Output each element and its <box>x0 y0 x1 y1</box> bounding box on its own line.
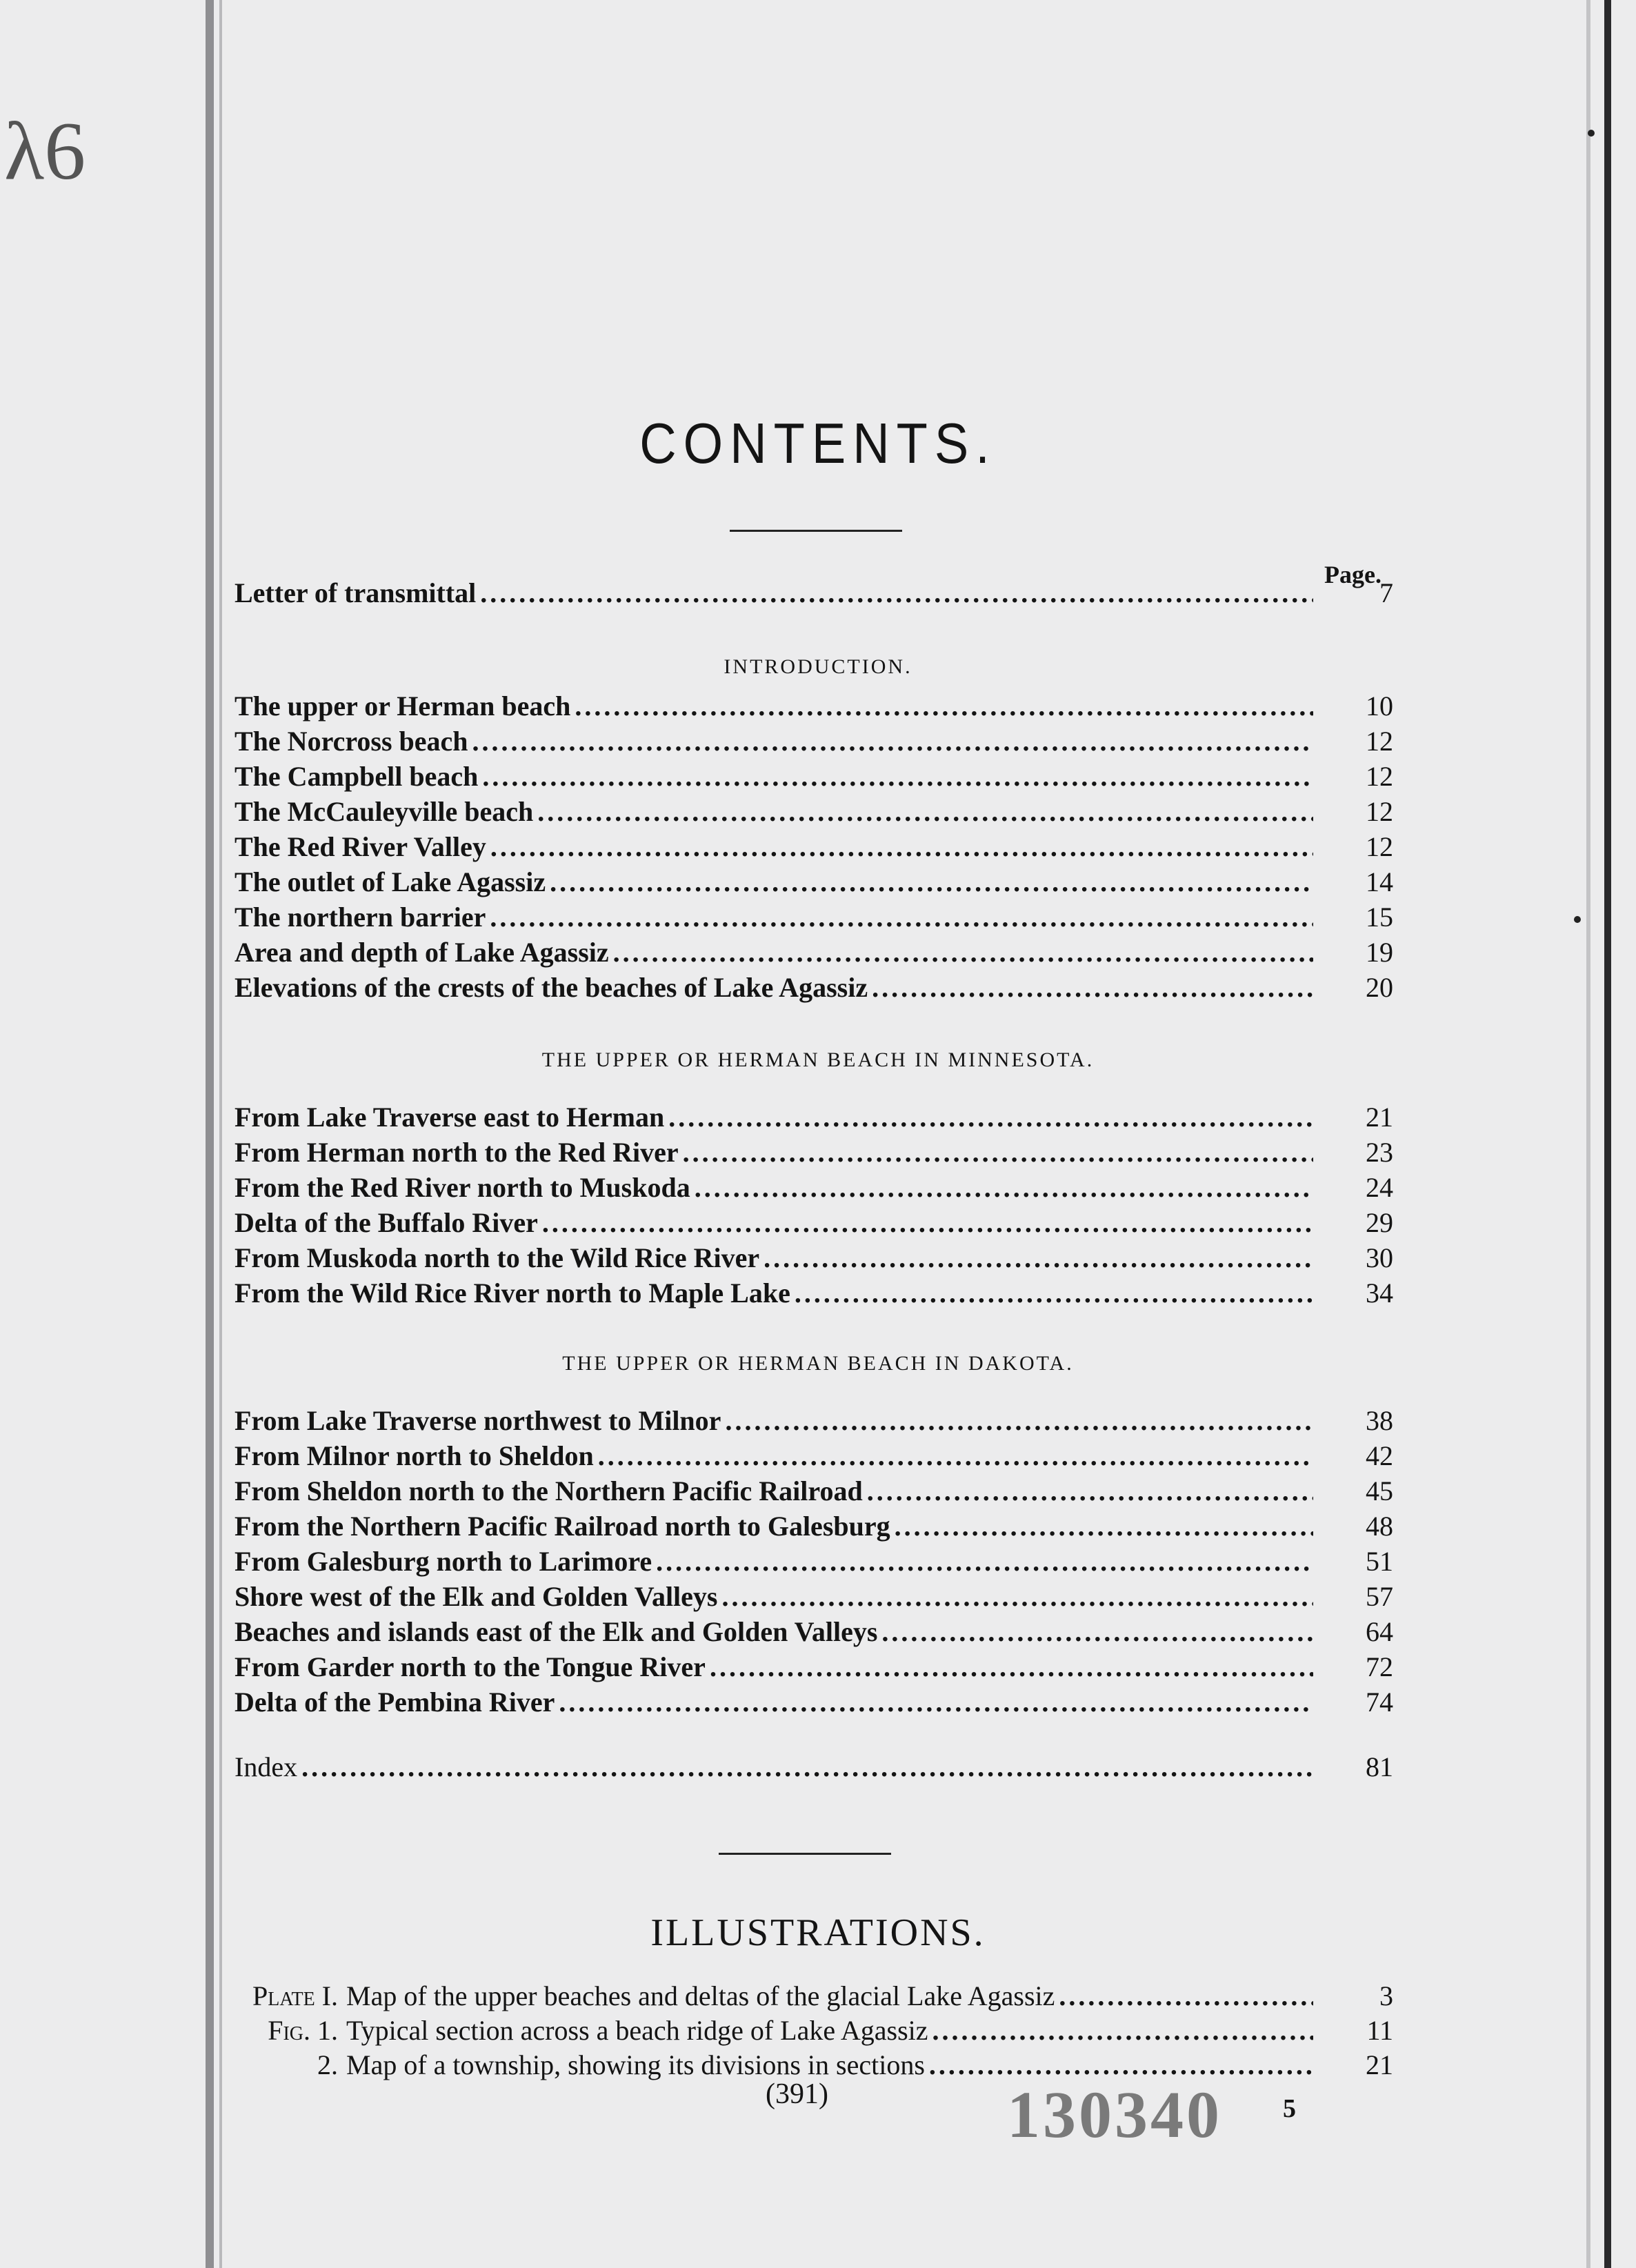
entry-page-number: 42 <box>1366 1440 1393 1471</box>
entry-page-number: 29 <box>1366 1207 1393 1238</box>
entry-title: Delta of the Buffalo River <box>235 1207 538 1238</box>
entry-page-number: 23 <box>1366 1137 1393 1168</box>
entry-title: The Campbell beach <box>235 761 479 792</box>
dot-leader <box>480 577 1313 609</box>
dot-leader <box>932 2014 1313 2047</box>
dot-leader <box>895 1510 1313 1542</box>
entry-title: From Sheldon north to the Northern Pacific Railroad <box>235 1475 863 1506</box>
entry-page-number: 51 <box>1366 1546 1393 1577</box>
entry-page-number: 72 <box>1366 1651 1393 1682</box>
entry-title: Beaches and islands east of the Elk and Golden Valleys <box>235 1616 878 1647</box>
entry-page-number: 21 <box>1366 1102 1393 1133</box>
toc-entry <box>235 1686 1393 1720</box>
entry-title: The upper or Herman beach <box>235 690 571 722</box>
entry-title: From the Red River north to Muskoda <box>235 1172 690 1203</box>
dot-leader <box>683 1136 1313 1168</box>
dot-leader <box>668 1101 1313 1133</box>
toc-entry-index <box>235 1751 1393 1785</box>
toc-entry <box>235 760 1393 795</box>
illustration-page-number: 21 <box>1366 2049 1393 2080</box>
toc-entry <box>235 1136 1393 1171</box>
toc-entry <box>235 1510 1393 1544</box>
entry-title: From Lake Traverse east to Herman <box>235 1102 665 1133</box>
entry-page-number: 14 <box>1366 866 1393 897</box>
dot-leader <box>795 1277 1313 1309</box>
entry-title: Delta of the Pembina River <box>235 1687 555 1718</box>
toc-entry <box>235 1242 1393 1276</box>
dot-leader <box>598 1440 1313 1472</box>
toc-entry <box>235 1404 1393 1439</box>
toc-entry <box>235 795 1393 830</box>
entry-title: Shore west of the Elk and Golden Valleys <box>235 1581 718 1612</box>
serial-number: (391) <box>766 2078 828 2110</box>
page-title: CONTENTS. <box>639 411 997 475</box>
page-column-header: Page. <box>1324 561 1381 588</box>
entry-page-number: 12 <box>1366 831 1393 862</box>
illustration-number: 2. <box>317 2049 338 2080</box>
dot-leader <box>482 760 1313 793</box>
illustration-entry <box>235 2014 1393 2049</box>
entry-page-number: 15 <box>1366 902 1393 933</box>
dot-leader <box>301 1751 1313 1783</box>
dot-leader <box>656 1545 1313 1578</box>
entry-title: The McCauleyville beach <box>235 796 534 827</box>
dot-leader <box>867 1475 1313 1507</box>
entry-title: Letter of transmittal <box>235 577 477 608</box>
toc-entry <box>235 1206 1393 1241</box>
toc-entry <box>235 1101 1393 1135</box>
dot-leader <box>472 725 1313 757</box>
toc-entry <box>235 1171 1393 1206</box>
toc-entry <box>235 901 1393 935</box>
entry-page-number: 34 <box>1366 1277 1393 1309</box>
section-heading: THE UPPER OR HERMAN BEACH IN DAKOTA. <box>562 1352 1074 1375</box>
dot-leader <box>881 1615 1313 1648</box>
entry-page-number: 12 <box>1366 761 1393 792</box>
dot-leader <box>722 1580 1314 1613</box>
entry-title: The northern barrier <box>235 902 486 933</box>
dot-leader <box>550 866 1313 898</box>
speck-mark <box>1574 916 1581 923</box>
toc-entry <box>235 1615 1393 1650</box>
entry-title: The outlet of Lake Agassiz <box>235 866 546 897</box>
entry-title: The Red River Valley <box>235 831 486 862</box>
entry-page-number: 20 <box>1366 972 1393 1003</box>
entry-title: From Galesburg north to Larimore <box>235 1546 652 1577</box>
illustration-number: Fig. 1. <box>268 2015 338 2046</box>
entry-title: Index <box>235 1751 298 1782</box>
margin-note: λ6 <box>4 105 86 197</box>
entry-page-number: 74 <box>1366 1687 1393 1718</box>
section-heading: INTRODUCTION. <box>724 655 912 678</box>
entry-title: From Garder north to the Tongue River <box>235 1651 706 1682</box>
title-rule <box>730 530 902 532</box>
entry-page-number: 7 <box>1379 577 1393 608</box>
dot-leader <box>542 1206 1313 1239</box>
entry-page-number: 48 <box>1366 1511 1393 1542</box>
illustration-title: Map of the upper beaches and deltas of the glacial Lake Agassiz <box>346 1980 1055 2011</box>
dot-leader <box>764 1242 1313 1274</box>
toc-entry <box>235 1475 1393 1509</box>
dot-leader <box>613 936 1313 968</box>
dot-leader <box>490 830 1313 863</box>
page-number: 5 <box>1283 2094 1296 2123</box>
entry-page-number: 45 <box>1366 1475 1393 1506</box>
entry-page-number: 12 <box>1366 796 1393 827</box>
dot-leader <box>575 690 1313 722</box>
entry-title: From the Northern Pacific Railroad north to Galesburg <box>235 1511 890 1542</box>
entry-title: Area and depth of Lake Agassiz <box>235 937 609 968</box>
entry-title: Elevations of the crests of the beaches of Lake Agassiz <box>235 972 868 1003</box>
entry-page-number: 57 <box>1366 1581 1393 1612</box>
illustration-number: Plate I. <box>252 1980 338 2011</box>
entry-page-number: 30 <box>1366 1242 1393 1273</box>
toc-entry <box>235 1545 1393 1580</box>
entry-page-number: 64 <box>1366 1616 1393 1647</box>
entry-page-number: 81 <box>1366 1751 1393 1782</box>
toc-entry <box>235 936 1393 971</box>
toc-entry <box>235 1440 1393 1474</box>
dot-leader <box>725 1404 1313 1437</box>
toc-entry-letter <box>235 577 1393 611</box>
dot-leader <box>559 1686 1313 1718</box>
toc-entry <box>235 1651 1393 1685</box>
dot-leader <box>872 971 1313 1004</box>
dot-leader <box>537 795 1313 828</box>
toc-entry <box>235 1277 1393 1311</box>
entry-title: From Muskoda north to the Wild Rice River <box>235 1242 760 1273</box>
toc-entry <box>235 830 1393 865</box>
entry-title: From Herman north to the Red River <box>235 1137 679 1168</box>
entry-title: From Lake Traverse northwest to Milnor <box>235 1405 721 1436</box>
entry-page-number: 12 <box>1366 726 1393 757</box>
illustration-title: Map of a township, showing its divisions in sections <box>346 2049 925 2080</box>
toc-entry <box>235 866 1393 900</box>
toc-entry <box>235 971 1393 1006</box>
toc-entry <box>235 725 1393 759</box>
section-rule <box>719 1853 891 1855</box>
entry-title: From the Wild Rice River north to Maple Lake <box>235 1277 790 1309</box>
library-stamp: 130340 <box>1007 2078 1222 2151</box>
entry-page-number: 24 <box>1366 1172 1393 1203</box>
dot-leader <box>695 1171 1313 1204</box>
section-heading: THE UPPER OR HERMAN BEACH IN MINNESOTA. <box>541 1048 1095 1071</box>
entry-page-number: 38 <box>1366 1405 1393 1436</box>
toc-entry <box>235 1580 1393 1615</box>
entry-page-number: 19 <box>1366 937 1393 968</box>
illustration-page-number: 3 <box>1379 1980 1393 2011</box>
dot-leader <box>1059 1980 1313 2012</box>
dot-leader <box>710 1651 1313 1683</box>
illustration-title: Typical section across a beach ridge of Lake Agassiz <box>346 2015 928 2046</box>
dot-leader <box>490 901 1313 933</box>
illustration-entry <box>235 1980 1393 2014</box>
entry-page-number: 10 <box>1366 690 1393 722</box>
illustration-page-number: 11 <box>1366 2015 1393 2046</box>
toc-entry <box>235 690 1393 724</box>
entry-title: The Norcross beach <box>235 726 468 757</box>
entry-title: From Milnor north to Sheldon <box>235 1440 594 1471</box>
speck-mark <box>1588 130 1595 137</box>
illustrations-title: ILLUSTRATIONS. <box>650 1911 986 1954</box>
